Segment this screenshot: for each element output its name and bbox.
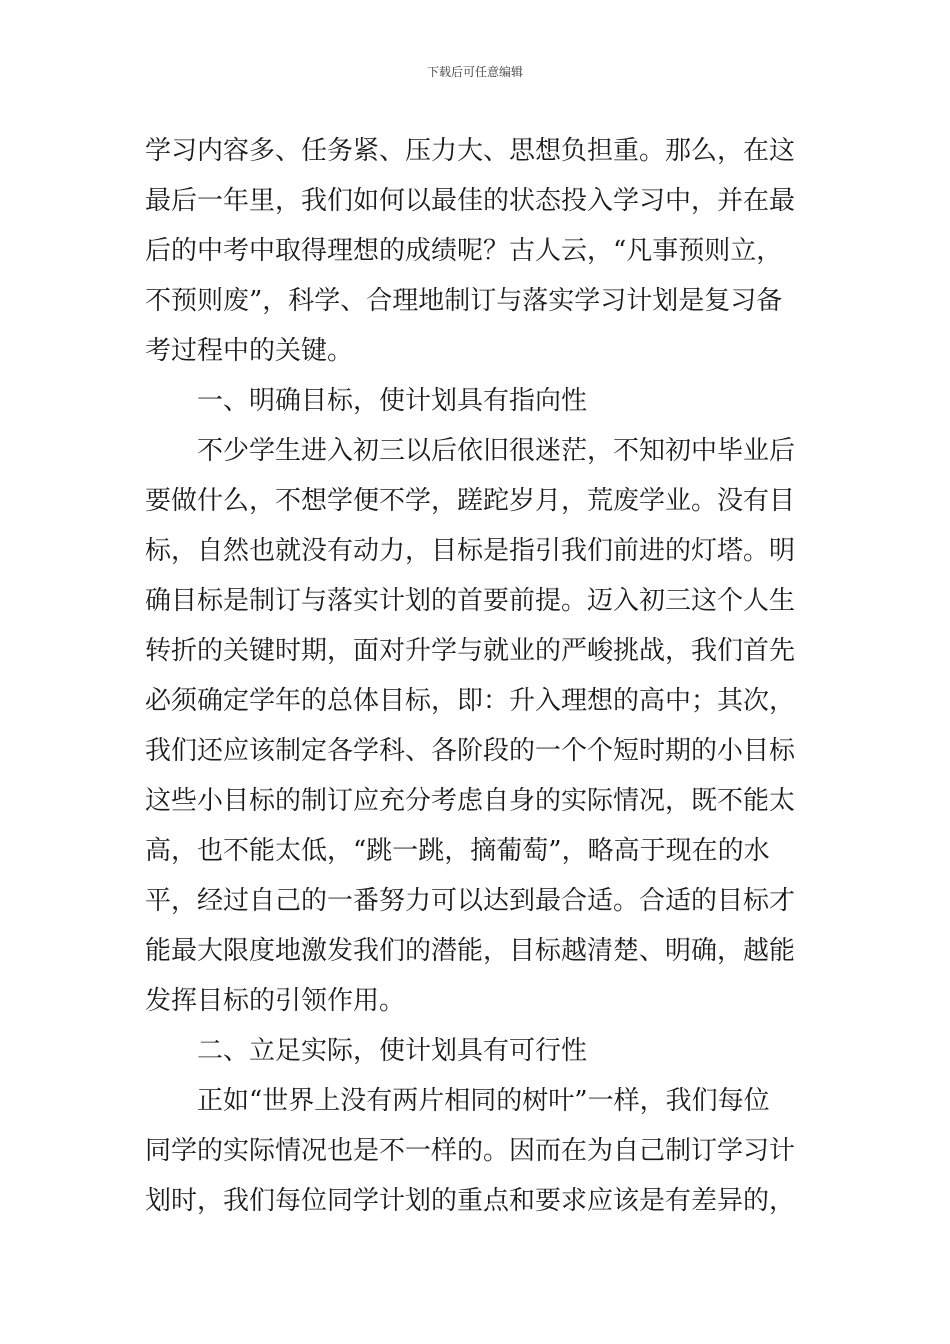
section-heading-2: 二、立足实际，使计划具有可行性 <box>197 1036 588 1066</box>
text-line: 学习内容多、任务紧、压力大、思想负担重。那么，在这 <box>145 136 796 166</box>
text-line: 最后一年里，我们如何以最佳的状态投入学习中，并在最 <box>145 186 796 216</box>
text-line: 必须确定学年的总体目标，即：升入理想的高中；其次， <box>145 686 796 716</box>
text-line: 我们还应该制定各学科、各阶段的一个个短时期的小目标 <box>145 736 796 766</box>
text-line: 正如“世界上没有两片相同的树叶”一样，我们每位 <box>197 1086 770 1116</box>
text-line: 这些小目标的制订应充分考虑自身的实际情况，既不能太 <box>145 786 796 816</box>
text-line: 确目标是制订与落实计划的首要前提。迈入初三这个人生 <box>145 586 796 616</box>
text-line: 不少学生进入初三以后依旧很迷茫，不知初中毕业后 <box>197 436 796 466</box>
text-line: 划时，我们每位同学计划的重点和要求应该是有差异的， <box>145 1186 796 1216</box>
text-line: 要做什么，不想学便不学，蹉跎岁月，荒废学业。没有目 <box>145 486 796 516</box>
text-line: 同学的实际情况也是不一样的。因而在为自己制订学习计 <box>145 1136 796 1166</box>
text-line: 平，经过自己的一番努力可以达到最合适。合适的目标才 <box>145 886 796 916</box>
text-line: 后的中考中取得理想的成绩呢？古人云，“凡事预则立， <box>145 236 783 266</box>
page-header: 下载后可任意编辑 <box>426 65 523 79</box>
text-line: 不预则废”，科学、合理地制订与落实学习计划是复习备 <box>145 286 783 316</box>
text-line: 发挥目标的引领作用。 <box>145 986 406 1016</box>
text-line: 高，也不能太低，“跳一跳，摘葡萄”，略高于现在的水 <box>145 836 770 866</box>
text-line: 标，自然也就没有动力，目标是指引我们前进的灯塔。明 <box>145 536 796 566</box>
text-line: 转折的关键时期，面对升学与就业的严峻挑战，我们首先 <box>145 636 796 666</box>
text-line: 考过程中的关键。 <box>145 336 354 366</box>
section-heading-1: 一、明确目标，使计划具有指向性 <box>197 386 588 416</box>
text-line: 能最大限度地激发我们的潜能，目标越清楚、明确，越能 <box>145 936 796 966</box>
document-body <box>145 126 810 1226</box>
